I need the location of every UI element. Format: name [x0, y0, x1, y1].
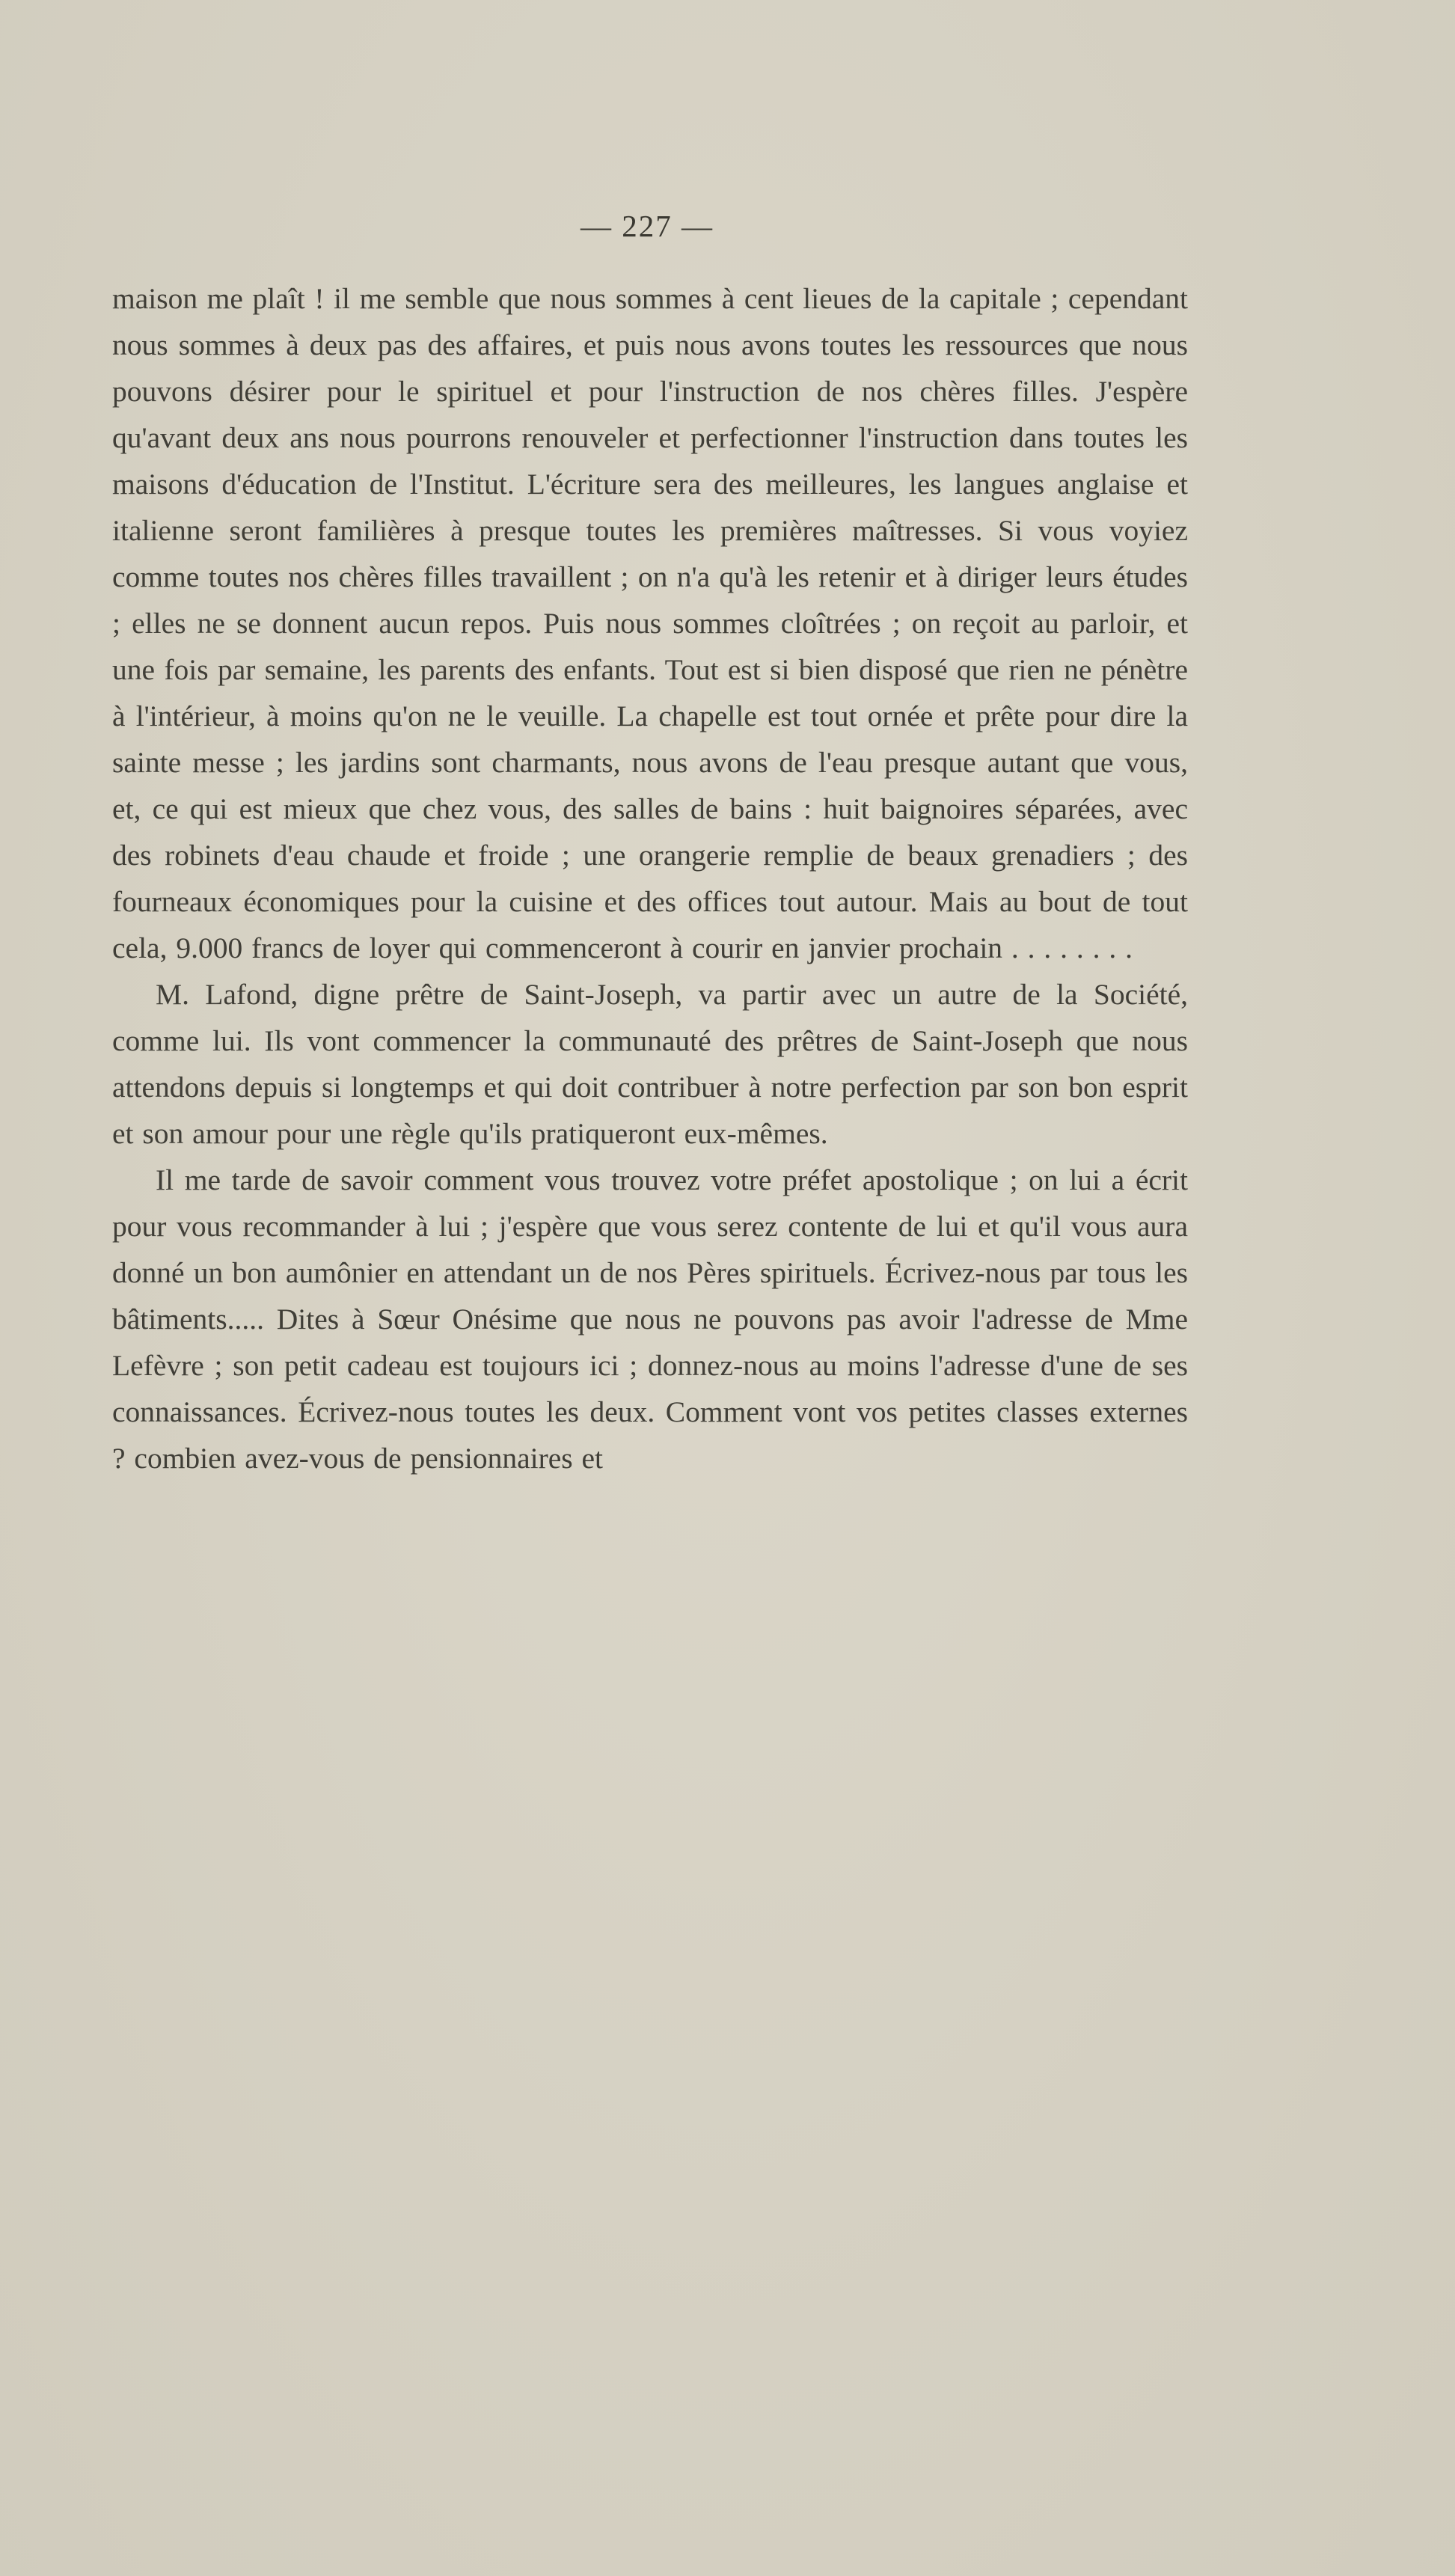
page-text-block [112, 275, 1188, 1481]
page-number: — 227 — [581, 209, 714, 243]
paragraph-3: Il me tarde de savoir comment vous trouvez votre préfet apostolique ; on lui a écrit pour vous recommander à lui ; j'espère que vous serez contente de lui et qu'il vous aura donné un bon aumônier en attendant un de nos Pères spirituels. Écrivez-nous par tous les bâtiments..... Dites à Sœur Onésime que nous ne pouvons pas avoir l'adresse de Mme Lefèvre ; son petit cadeau est toujours ici ; donnez-nous au moins l'adresse d'une de ses connaissances. Écrivez-nous toutes les deux. Comment vont vos petites classes externes ? combien avez-vous de pensionnaires et [112, 1163, 1188, 1475]
paragraph-1: maison me plaît ! il me semble que nous sommes à cent lieues de la capitale ; cependant nous sommes à deux pas des affaires, et puis nous avons toutes les ressources que nous pouvons désirer pour le spirituel et pour l'instruction de nos chères filles. J'espère qu'avant deux ans nous pourrons renouveler et perfectionner l'instruction dans toutes les maisons d'éducation de l'Institut. L'écriture sera des meilleures, les langues anglaise et italienne seront familières à presque toutes les premières maîtresses. Si vous voyiez comme toutes nos chères filles travaillent ; on n'a qu'à les retenir et à diriger leurs études ; elles ne se donnent aucun repos. Puis nous sommes cloîtrées ; on reçoit au parloir, et une fois par semaine, les parents des enfants. Tout est si bien disposé que rien ne pénètre à l'intérieur, à moins qu'on ne le veuille. La chapelle est tout ornée et prête pour dire la sainte messe ; les jardins sont charmants, nous avons de l'eau presque autant que vous, et, ce qui est mieux que chez vous, des salles de bains : huit baignoires séparées, avec des robinets d'eau chaude et froide ; une orangerie remplie de beaux grenadiers ; des fourneaux économiques pour la cuisine et des offices tout autour. Mais au bout de tout cela, 9.000 francs de loyer qui commenceront à courir en janvier prochain . . . . . . . . [112, 282, 1188, 964]
paragraph-2: M. Lafond, digne prêtre de Saint-Joseph, va partir avec un autre de la Société, comme lui. Ils vont commencer la communauté des prêtres de Saint-Joseph que nous attendons depuis si longtemps et qui doit contribuer à notre perfection par son bon esprit et son amour pour une règle qu'ils pratiqueront eux-mêmes. [112, 978, 1188, 1150]
